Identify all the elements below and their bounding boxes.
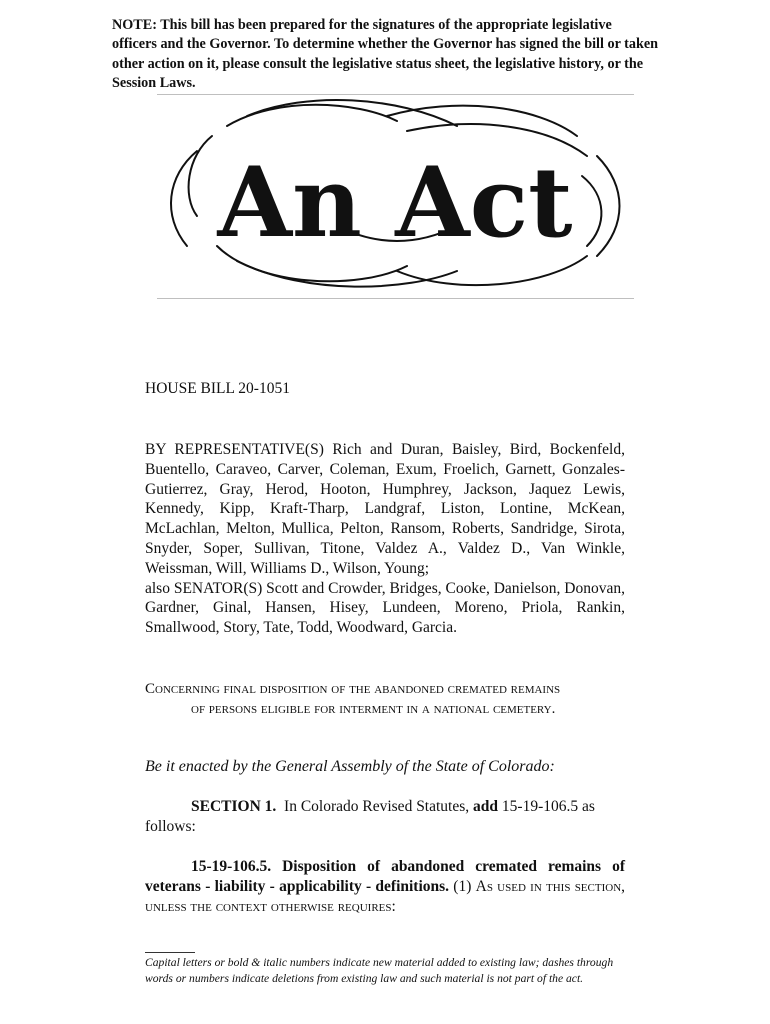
subsection-text: As used in this section, unless the context otherwise requires: [145, 878, 626, 915]
section-1 [145, 797, 625, 837]
header-divider-top [157, 94, 634, 95]
section-action: add [473, 798, 499, 815]
sponsors [145, 440, 625, 638]
footnote-divider [145, 952, 195, 953]
legislative-note: NOTE: This bill has been prepared for the signatures of the appropriate legislative officers and the Governor. To determine whether the Governor has signed the bill or taken other action on it, please consult the legislative status sheet, the legislative history, or the Session Laws. [112, 17, 659, 91]
an-act-logo-text: An Act [217, 146, 573, 259]
bill-title [145, 679, 627, 719]
an-act-logo [157, 96, 634, 296]
subsection-number: (1) [453, 878, 472, 895]
header-divider-bottom [157, 298, 634, 299]
bill-number: HOUSE BILL 20-1051 [145, 380, 290, 397]
senate-sponsors: also SENATOR(S) Scott and Crowder, Bridges, Cooke, Danielson, Donovan, Gardner, Ginal, Hansen, Hisey, Lundeen, Moreno, Priola, Rankin, Smallwood, Story, Tate, Todd, Woodward, Garcia. [145, 579, 625, 637]
subsection [145, 857, 625, 917]
house-sponsors: BY REPRESENTATIVE(S) Rich and Duran, Baisley, Bird, Bockenfeld, Buentello, Caraveo, Carver, Coleman, Exum, Froelich, Garnett, Gonzales-Gutierrez, Gray, Herod, Hooton, Humphrey, Jackson, Jaquez Lewis, Kennedy, Kipp, Kraft-Tharp, Landgraf, Liston, Lontine, McKean, McLachlan, Melton, Mullica, Pelton, Ransom, Roberts, Sandridge, Sirota, Snyder, Soper, Sullivan, Titone, Valdez A., Valdez D., Van Winkle, Weissman, Will, Williams D., Wilson, Young; [145, 441, 625, 577]
bill-title-line-2: of persons eligible for interment in a national cemetery. [191, 701, 556, 717]
subsection-heading: 15-19-106.5. Disposition of abandoned cremated remains of veterans - liability - applicability - definitions. [145, 858, 625, 895]
enacting-clause: Be it enacted by the General Assembly of the State of Colorado: [145, 758, 555, 775]
section-text-after: 15-19-106.5 as follows: [145, 798, 595, 835]
section-text-before: In Colorado Revised Statutes, [284, 798, 470, 815]
section-label: SECTION 1. [191, 798, 277, 815]
bill-title-line-1: Concerning final disposition of the abandoned cremated remains [145, 681, 561, 697]
footnote: Capital letters or bold & italic numbers indicate new material added to existing law; dashes through words or numbers indicate deletions from existing law and such material is not part of the act. [145, 956, 614, 985]
